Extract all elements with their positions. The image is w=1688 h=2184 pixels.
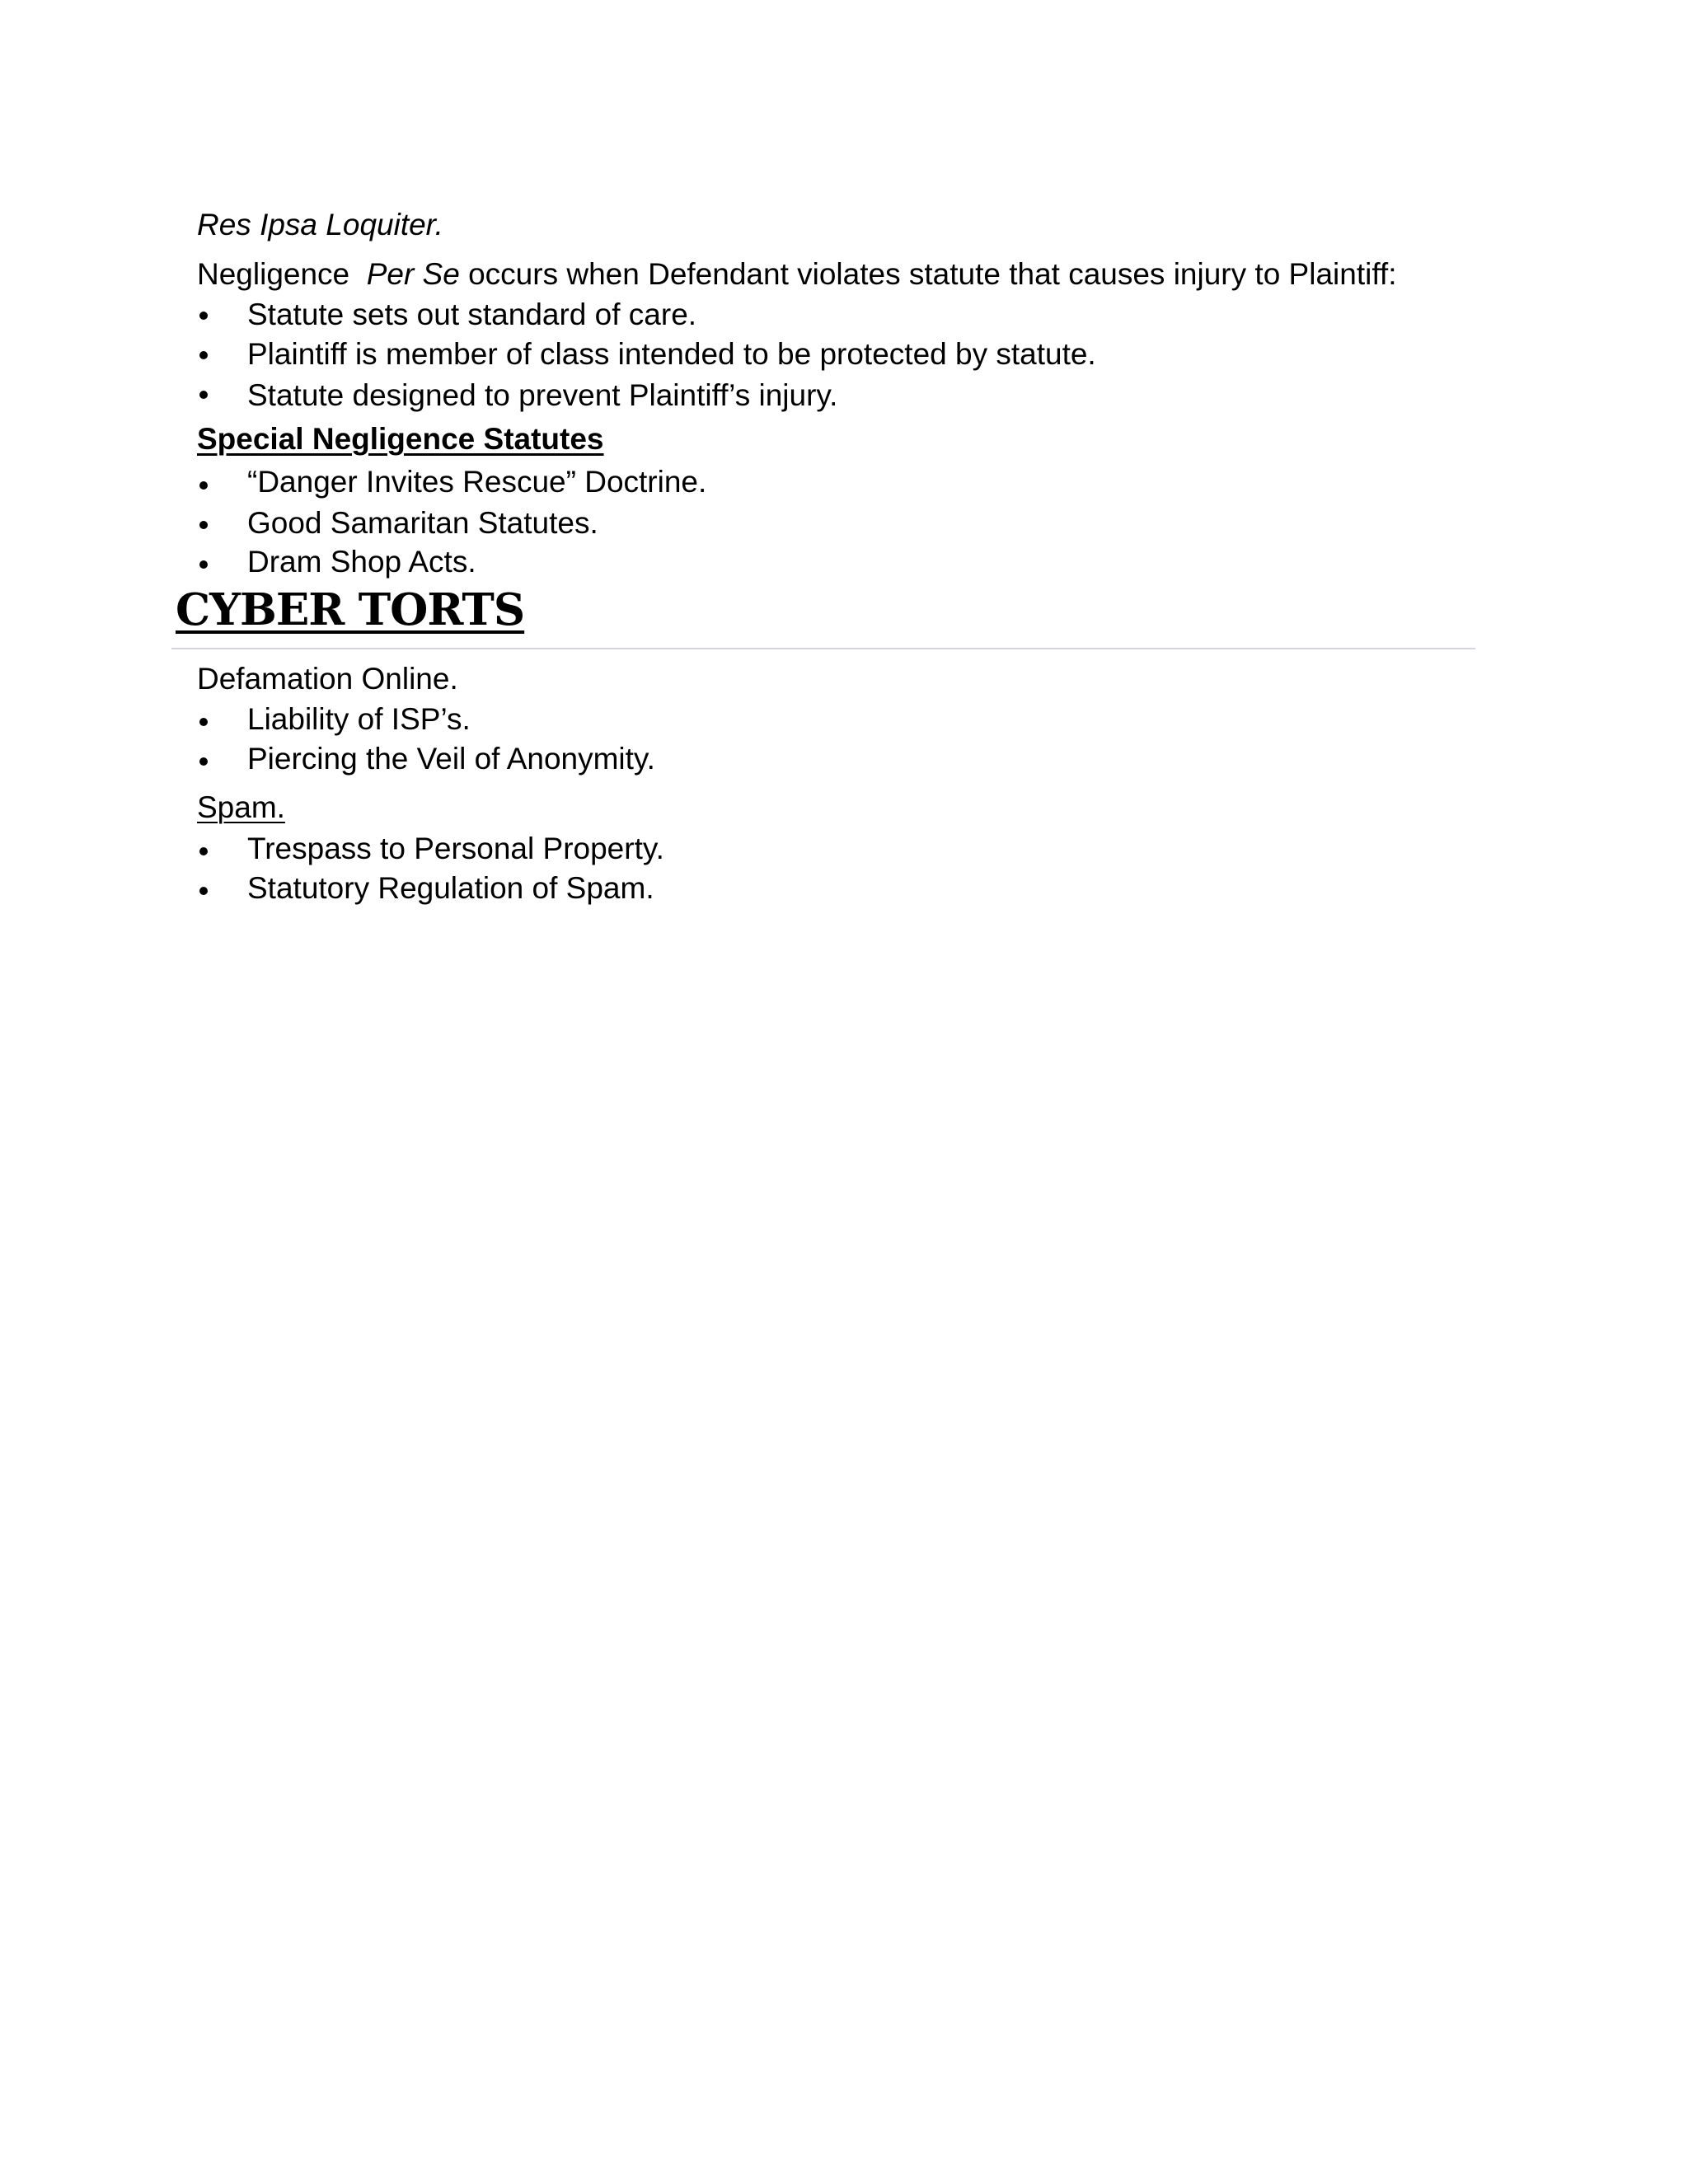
bullet-icon — [199, 718, 208, 726]
defamation-heading: Defamation Online. — [197, 662, 458, 696]
special-item-1: “Danger Invites Rescue” Doctrine. — [247, 465, 707, 499]
spam-heading: Spam. — [197, 790, 285, 824]
cyber-torts-heading: CYBER TORTS — [176, 584, 525, 635]
bullet-icon — [199, 560, 208, 569]
special-item-2: Good Samaritan Statutes. — [247, 506, 598, 540]
section-divider — [171, 648, 1475, 649]
bullet-icon — [199, 312, 208, 320]
bullet-icon — [199, 351, 208, 359]
bullet-icon — [199, 887, 208, 895]
bullet-icon — [199, 757, 208, 766]
bullet-icon — [199, 481, 208, 490]
per-se-intro-italic: Per Se — [366, 257, 460, 291]
defamation-item-2: Piercing the Veil of Anonymity. — [247, 742, 655, 776]
per-se-intro-before: Negligence — [197, 257, 350, 291]
defamation-item-1: Liability of ISP’s. — [247, 702, 471, 736]
bullet-icon — [199, 847, 208, 855]
special-statutes-heading: Special Negligence Statutes — [197, 422, 604, 456]
spam-item-2: Statutory Regulation of Spam. — [247, 871, 654, 905]
per-se-intro — [197, 256, 1397, 293]
res-ipsa-heading: Res Ipsa Loquiter. — [197, 208, 443, 241]
per-se-item-2: Plaintiff is member of class intended to be protected by statute. — [247, 337, 1096, 371]
bullet-icon — [199, 391, 208, 399]
per-se-item-3: Statute designed to prevent Plaintiff’s injury. — [247, 378, 838, 412]
special-item-3: Dram Shop Acts. — [247, 545, 476, 579]
spam-item-1: Trespass to Personal Property. — [247, 832, 664, 865]
per-se-item-1: Statute sets out standard of care. — [247, 298, 697, 331]
per-se-intro-after: occurs when Defendant violates statute that causes injury to Plaintiff: — [468, 257, 1397, 291]
bullet-icon — [199, 521, 208, 529]
